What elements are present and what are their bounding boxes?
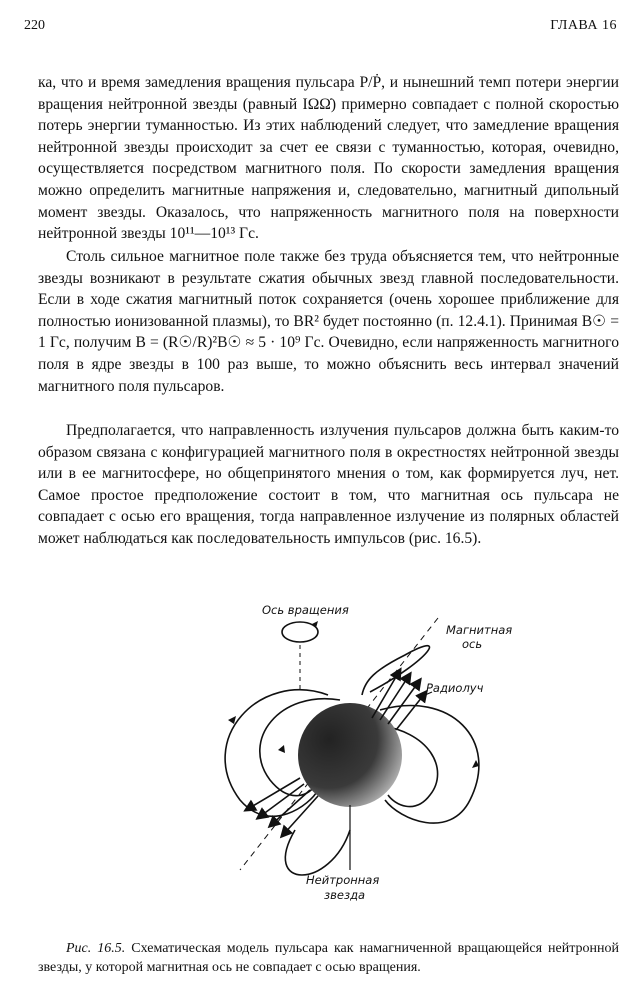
paragraph-3-text: Предполагается, что направленность излучения пульсаров должна быть каким-то образом связана с конфигурацией магнитного поля в окрестностях нейтронной звезды или в ее магнитосфере, но общепринятого мнения о том, как формируется луч, нет. Самое простое предположение состоит в том, что магнитная ось пульсара не совпадает с осью его вращения, тогда направленное излучение из полярных областей может наблюдаться как последовательность импульсов (рис. 16.5). [38,422,619,547]
pulsar-diagram [200,600,520,910]
rotation-axis-label: Ось вращения [262,603,349,617]
page-number: 220 [24,18,45,33]
paragraph-3 [38,420,619,550]
neutron-star-label-1: Нейтронная [306,873,380,887]
caption-label: Рис. 16.5. [66,941,126,956]
radio-beam-lower [246,778,318,836]
magnetic-axis-label-1: Магнитная [446,623,513,637]
caption-text: Схематическая модель пульсара как намагниченной вращающейся нейтронной звезды, у которой магнитная ось не совпадает с осью вращения. [38,941,620,975]
neutron-star [298,703,402,807]
chapter-title: ГЛАВА 16 [550,18,617,33]
rotation-arrow-icon [282,621,318,642]
pulsar-figure [200,600,520,910]
paragraph-1-text: ка, что и время замедления вращения пульсара P/Ṗ, и нынешний темп потери энергии вращения нейтронной звезды (равный IΩΩ̇) примерно совпадает с полной скоростью потерь энергии туманностью. Из этих наблюдений следует, что замедление вращения нейтронной звезды происходит за счет ее связи с туманностью, которая, очевидно, осуществляется посредством магнитного поля. По скорости замедления вращения можно определить магнитные напряжения и, следовательно, магнитный дипольный момент звезды. Оказалось, что напряженность магнитного поля на поверхности нейтронной звезды 10¹¹—10¹³ Гс. [38,74,619,243]
radio-beam-label: Радиолуч [426,681,484,695]
paragraph-1 [38,72,619,245]
neutron-star-label-2: звезда [324,888,366,902]
magnetic-axis-label-2: ось [462,637,483,651]
paragraph-2 [38,246,619,397]
paragraph-2-text: Столь сильное магнитное поле также без труда объясняется тем, что нейтронные звезды возникают в результате сжатия обычных звезд главной последовательности. Если в ходе сжатия магнитный поток сохраняется (очень хорошее приближение для полностью ионизованной плазмы), то BR² будет постоянно (п. 12.4.1). Принимая B☉ = 1 Гс, получим B = (R☉/R)²B☉ ≈ 5 · 10⁹ Гс. Очевидно, если напряженность магнитного поля в ядре звезды в 100 раз выше, то можно объяснить весь интервал значений магнитного поля пульсаров. [38,248,619,395]
figure-caption [38,940,619,977]
page-header [24,18,617,38]
